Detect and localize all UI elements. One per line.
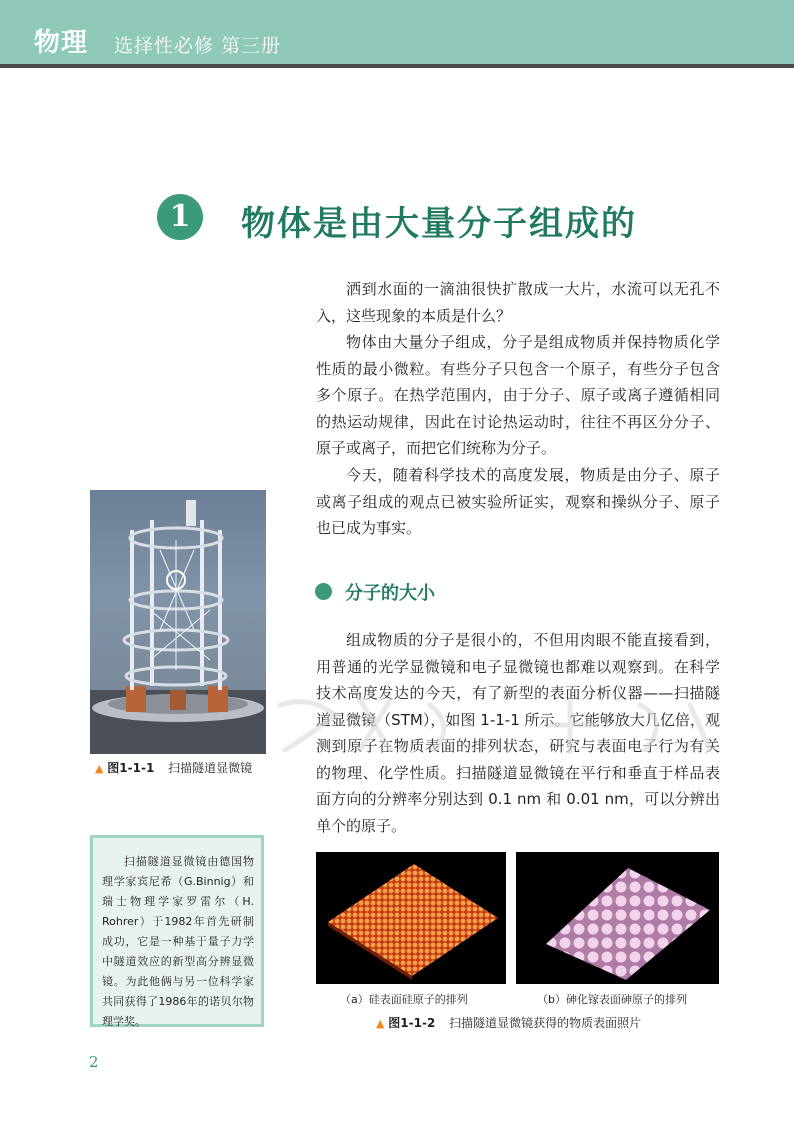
section-number-badge: 1 xyxy=(157,194,203,240)
page-number: 2 xyxy=(89,1053,99,1071)
stm-photo xyxy=(90,490,266,754)
paragraph-intro: 洒到水面的一滴油很快扩散成一大片，水流可以无孔不入，这些现象的本质是什么？ xyxy=(316,280,720,325)
figure-1-caption xyxy=(95,759,252,776)
arsenic-atoms-illustration xyxy=(516,852,719,984)
paragraph-molecules: 物体由大量分子组成，分子是组成物质并保持物质化学性质的最小微粒。有些分子只包含一个原子，有些分子包含多个原子。在热学范围内，由于分子、原子或离子遵循相同的热运动规律，因此在讨论热运动时，往往不再区分分子、原子或离子，而把它们统称为分子。 xyxy=(316,333,720,457)
gaas-surface-photo xyxy=(516,852,719,984)
figure-2-number: 图1-1-2 xyxy=(388,1016,436,1030)
paragraph-molecule-size: 组成物质的分子是很小的，不但用肉眼不能直接看到，用普通的光学显微镜和电子显微镜也都难以观察到。在科学技术高度发达的今天，有了新型的表面分析仪器——扫描隧道显微镜（STM），如图 1-1-1 所示。它能够放大几亿倍，观测到原子在物质表面的排列状态，研究与表面电子行为有关的物理、化学性质。扫描隧道显微镜在平行和垂直于样品表面方向的分辨率分别达到 0.1 nm 和 0.01 nm，可以分辨出单个的原子。 xyxy=(316,631,720,835)
triangle-marker-icon: ▲ xyxy=(95,762,104,775)
triangle-marker-icon: ▲ xyxy=(376,1017,385,1030)
subheading-text: 分子的大小 xyxy=(345,583,435,604)
page-header xyxy=(0,0,794,64)
bullet-dot-icon xyxy=(315,583,332,600)
figure-1-number: 图1-1-1 xyxy=(107,761,155,775)
header-subject: 物理 xyxy=(34,28,89,58)
section-heading: 物体是由大量分子组成的 xyxy=(241,204,637,244)
sidebar-text: 扫描隧道显微镜由德国物理学家宾尼希（G.Binnig）和瑞士物理学家罗雷尔（H. Rohrer）于1982年首先研制成功，它是一种基于量子力学中隧道效应的新型高分辨显微镜。为此他俩与另一位科学家共同获得了1986年的诺贝尔物理学奖。 xyxy=(102,855,254,1028)
silicon-atoms-illustration xyxy=(316,852,506,984)
paragraph-today: 今天，随着科学技术的高度发展，物质是由分子、原子或离子组成的观点已被实验所证实，观察和操纵分子、原子也已成为事实。 xyxy=(316,466,720,537)
header-divider xyxy=(0,64,794,68)
stm-instrument-illustration xyxy=(90,490,266,754)
figure-2a-caption: （a）硅表面硅原子的排列 xyxy=(340,993,468,1006)
header-book-title: 选择性必修 第三册 xyxy=(114,35,282,57)
figure-2-caption-text: 扫描隧道显微镜获得的物质表面照片 xyxy=(449,1016,642,1030)
figure-2b-caption: （b）砷化镓表面砷原子的排列 xyxy=(537,993,687,1006)
silicon-surface-photo xyxy=(316,852,506,984)
figure-1-caption-text: 扫描隧道显微镜 xyxy=(168,761,253,775)
info-sidebar xyxy=(90,835,264,1027)
figure-2-caption xyxy=(376,1014,641,1031)
